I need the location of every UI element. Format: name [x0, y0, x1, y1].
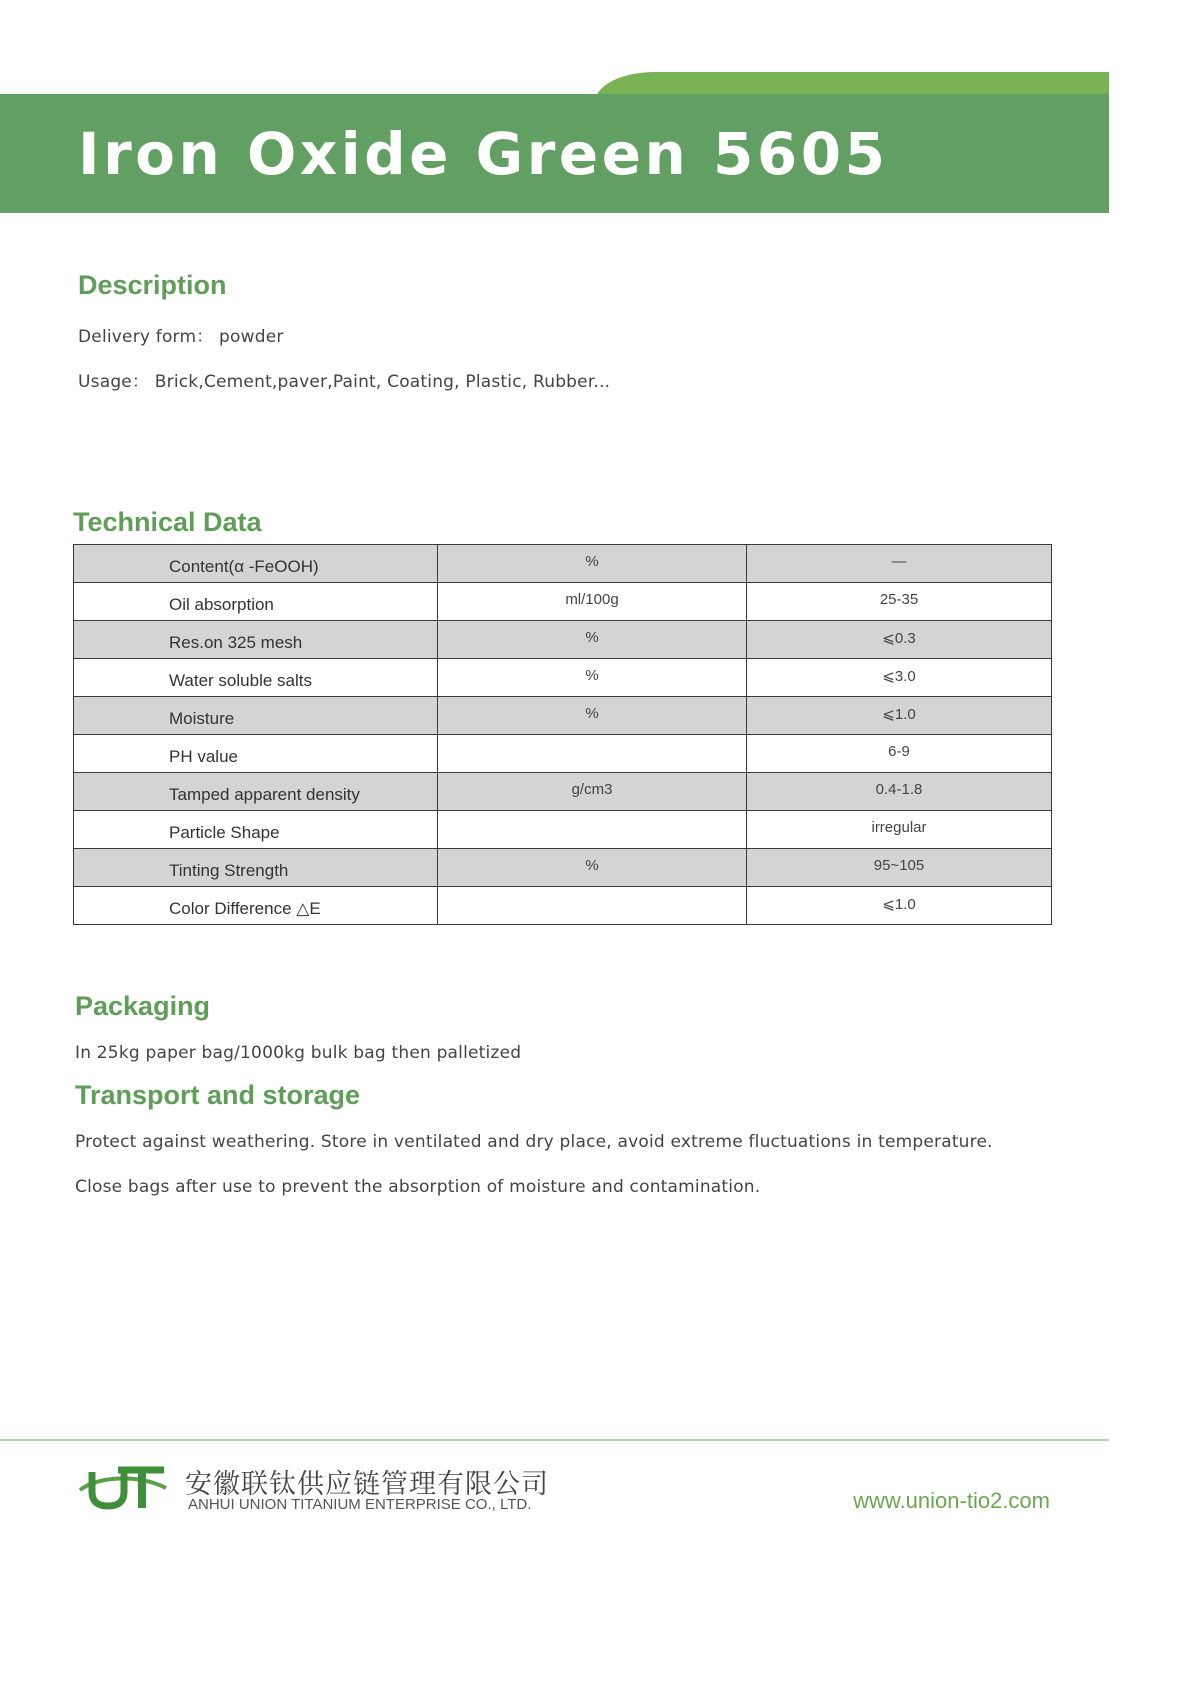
- spec-name-cell: Oil absorption: [74, 583, 438, 621]
- spec-value-cell: 6-9: [747, 735, 1052, 773]
- logo-lettering: UT: [78, 1462, 80, 1463]
- spec-unit-cell: %: [438, 849, 747, 887]
- spec-name-cell: Moisture: [74, 697, 438, 735]
- spec-value-cell: ⩽0.3: [747, 621, 1052, 659]
- packaging-heading: Packaging: [75, 991, 211, 1021]
- table-row: [74, 697, 1052, 735]
- footer-divider: [0, 1439, 1109, 1441]
- spec-unit-cell: %: [438, 697, 747, 735]
- table-row: [74, 849, 1052, 887]
- spec-name-cell: Content(α -FeOOH): [74, 545, 438, 583]
- spec-unit-cell: ml/100g: [438, 583, 747, 621]
- page-title: Iron Oxide Green 5605: [78, 120, 889, 188]
- transport-text-line2: Close bags after use to prevent the absorption of moisture and contamination.: [75, 1177, 761, 1197]
- table-row: [74, 545, 1052, 583]
- website-link[interactable]: www.union-tio2.com: [853, 1488, 1050, 1513]
- transport-text-line1: Protect against weathering. Store in ventilated and dry place, avoid extreme fluctuations in temperature.: [75, 1132, 993, 1152]
- packaging-text: In 25kg paper bag/1000kg bulk bag then palletized: [75, 1043, 522, 1063]
- spec-value-cell: irregular: [747, 811, 1052, 849]
- technical-data-heading: Technical Data: [73, 507, 262, 537]
- table-row: [74, 773, 1052, 811]
- spec-value-cell: ⩽3.0: [747, 659, 1052, 697]
- spec-unit-cell: %: [438, 659, 747, 697]
- spec-value-cell: —: [747, 545, 1052, 583]
- table-row: [74, 735, 1052, 773]
- spec-name-cell: Tamped apparent density: [74, 773, 438, 811]
- spec-value-cell: ⩽1.0: [747, 887, 1052, 925]
- spec-name-cell: Water soluble salts: [74, 659, 438, 697]
- transport-heading: Transport and storage: [75, 1080, 361, 1110]
- usage-text: Usage： Brick,Cement,paver,Paint, Coating, Plastic, Rubber...: [78, 372, 611, 392]
- table-row: [74, 811, 1052, 849]
- spec-name-cell: Res.on 325 mesh: [74, 621, 438, 659]
- spec-value-cell: 25-35: [747, 583, 1052, 621]
- technical-data-table: [73, 544, 1052, 925]
- spec-unit-cell: %: [438, 545, 747, 583]
- spec-unit-cell: [438, 811, 747, 849]
- table-row: [74, 659, 1052, 697]
- company-name-chinese: 安徽联钛供应链管理有限公司: [185, 1469, 549, 1500]
- spec-name-cell: Tinting Strength: [74, 849, 438, 887]
- table-row: [74, 583, 1052, 621]
- company-logo: [78, 1462, 168, 1512]
- table-row: [74, 887, 1052, 925]
- spec-value-cell: 95~105: [747, 849, 1052, 887]
- company-name-english: ANHUI UNION TITANIUM ENTERPRISE CO., LTD.: [188, 1496, 532, 1513]
- spec-name-cell: PH value: [74, 735, 438, 773]
- spec-unit-cell: g/cm3: [438, 773, 747, 811]
- spec-value-cell: ⩽1.0: [747, 697, 1052, 735]
- delivery-form-text: Delivery form： powder: [78, 327, 284, 347]
- spec-unit-cell: [438, 735, 747, 773]
- spec-name-cell: Particle Shape: [74, 811, 438, 849]
- table-row: [74, 621, 1052, 659]
- spec-unit-cell: %: [438, 621, 747, 659]
- spec-unit-cell: [438, 887, 747, 925]
- spec-value-cell: 0.4-1.8: [747, 773, 1052, 811]
- description-heading: Description: [78, 270, 227, 300]
- spec-name-cell: Color Difference △E: [74, 887, 438, 925]
